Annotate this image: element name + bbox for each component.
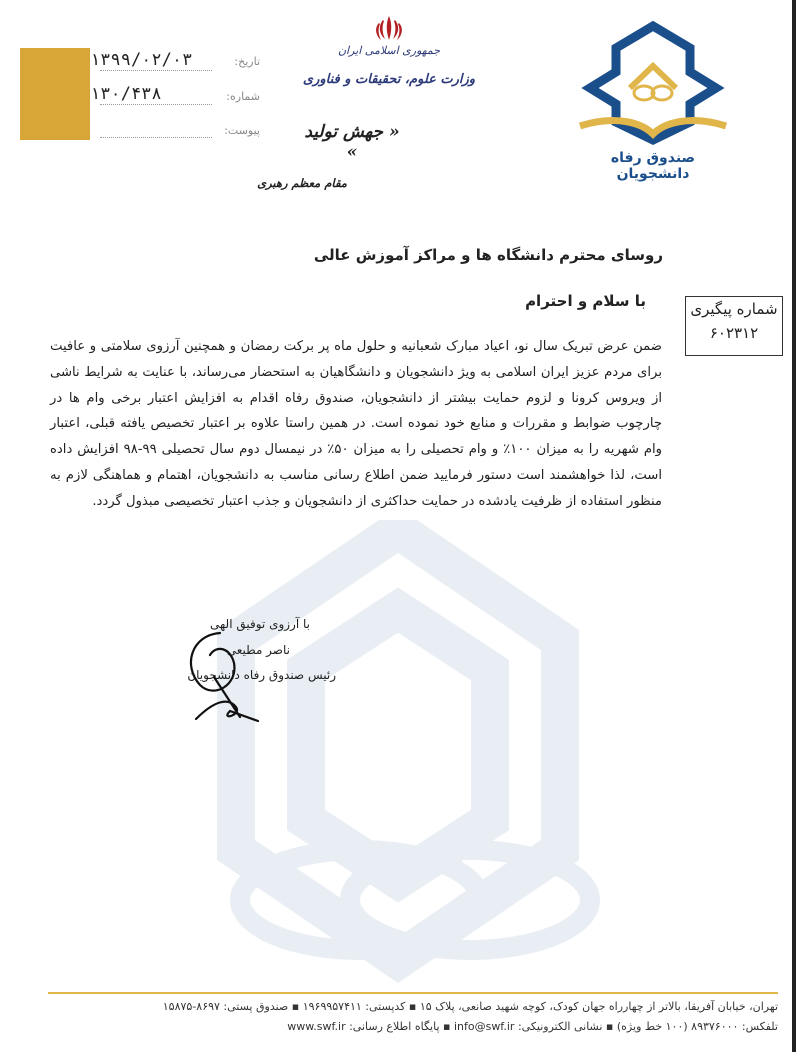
handwritten-signature xyxy=(180,625,270,725)
tracking-label: شماره پیگیری xyxy=(690,300,778,318)
attachment-dotted-line xyxy=(100,137,212,138)
number-value: ۱۳۰/۴۳۸ xyxy=(90,84,162,104)
footer-rule xyxy=(48,992,778,994)
swf-logo-icon xyxy=(578,18,728,148)
tracking-number: ۶۰۲۳۱۲ xyxy=(709,324,759,342)
motto-attribution: مقام معظم رهبری xyxy=(257,176,347,190)
iran-emblem-icon xyxy=(373,14,405,42)
background-watermark xyxy=(0,520,796,990)
number-label: شماره: xyxy=(226,90,260,103)
signer-name: ناصر مطیعی xyxy=(226,643,290,657)
closing-line: با آرزوی توفیق الهی xyxy=(210,617,310,631)
signer-title: رئیس صندوق رفاه دانشجویان xyxy=(187,668,336,682)
date-value: ۱۳۹۹/۰۲/۰۳ xyxy=(90,50,193,70)
number-dotted-line xyxy=(100,104,212,105)
footer-contact: تلفکس: ۸۹۳۷۶۰۰۰ (۱۰۰ خط ویژه) ▪ نشانی الکترونیکی: info@swf.ir ▪ پایگاه اطلاع رسانی: www.swf.ir xyxy=(287,1020,778,1033)
letter-body: ضمن عرض تبریک سال نو، اعیاد مبارک شعبانیه و حلول ماه پر برکت رمضان و همچنین آرزوی سلامتی و عافیت برای مردم عزیز ایران اسلامی به ویژ دانشجویان و دانشگاهیان به استحضار می‌رساند، با عنایت به شرایط ناشی از ویروس کرونا و لزوم حمایت بیشتر از دانشجویان، صندوق رفاه اقدام به افزایش اعتبار برخی وام ها در چارچوب ضوابط و مقررات و منابع خود نموده است. در همین راستا علاوه بر اعتبار تخصیص یافته قبلی، اعتبار وام شهریه را به میزان ۱۰۰٪ و وام تحصیلی را به میزان ۵۰٪ در نیمسال دوم سال تحصیلی ۹۹-۹۸ افزایش داده است، لذا خواهشمند است دستور فرمایید ضمن اطلاع رسانی مناسب به دانشجویان، اهتمام و هماهنگی لازم به منظور استفاده از ظرفیت یادشده در حمایت حداکثری از دانشجویان و جذب اعتبار تخصیصی مبذول گردد. xyxy=(50,339,663,509)
recipients-line: روسای محترم دانشگاه ها و مراکز آموزش عالی xyxy=(313,246,663,264)
scan-edge xyxy=(792,0,796,1052)
tracking-number-box xyxy=(685,296,783,356)
greeting: با سلام و احترام xyxy=(525,292,646,310)
ministry-line-2: وزارت علوم، تحقیقات و فناوری xyxy=(302,72,476,87)
footer-address: تهران، خیابان آفریقا، بالاتر از چهارراه جهان کودک، کوچه شهید صانعی، پلاک ۱۵ ▪ کدپستی: ۱۹۶۹۹۵۷۴۱۱ ▪ صندوق پستی: ۸۶۹۷-۱۵۸۷۵ xyxy=(162,1000,778,1013)
date-label: تاریخ: xyxy=(234,55,260,68)
date-dotted-line xyxy=(100,70,212,71)
ministry-line-1: جمهوری اسلامی ایران xyxy=(337,44,441,57)
sticky-note xyxy=(20,48,90,140)
org-name: صندوق رفاه دانشجویان xyxy=(610,150,696,182)
attachment-label: پیوست: xyxy=(224,124,260,137)
motto: « جهش تولید » xyxy=(304,122,400,162)
